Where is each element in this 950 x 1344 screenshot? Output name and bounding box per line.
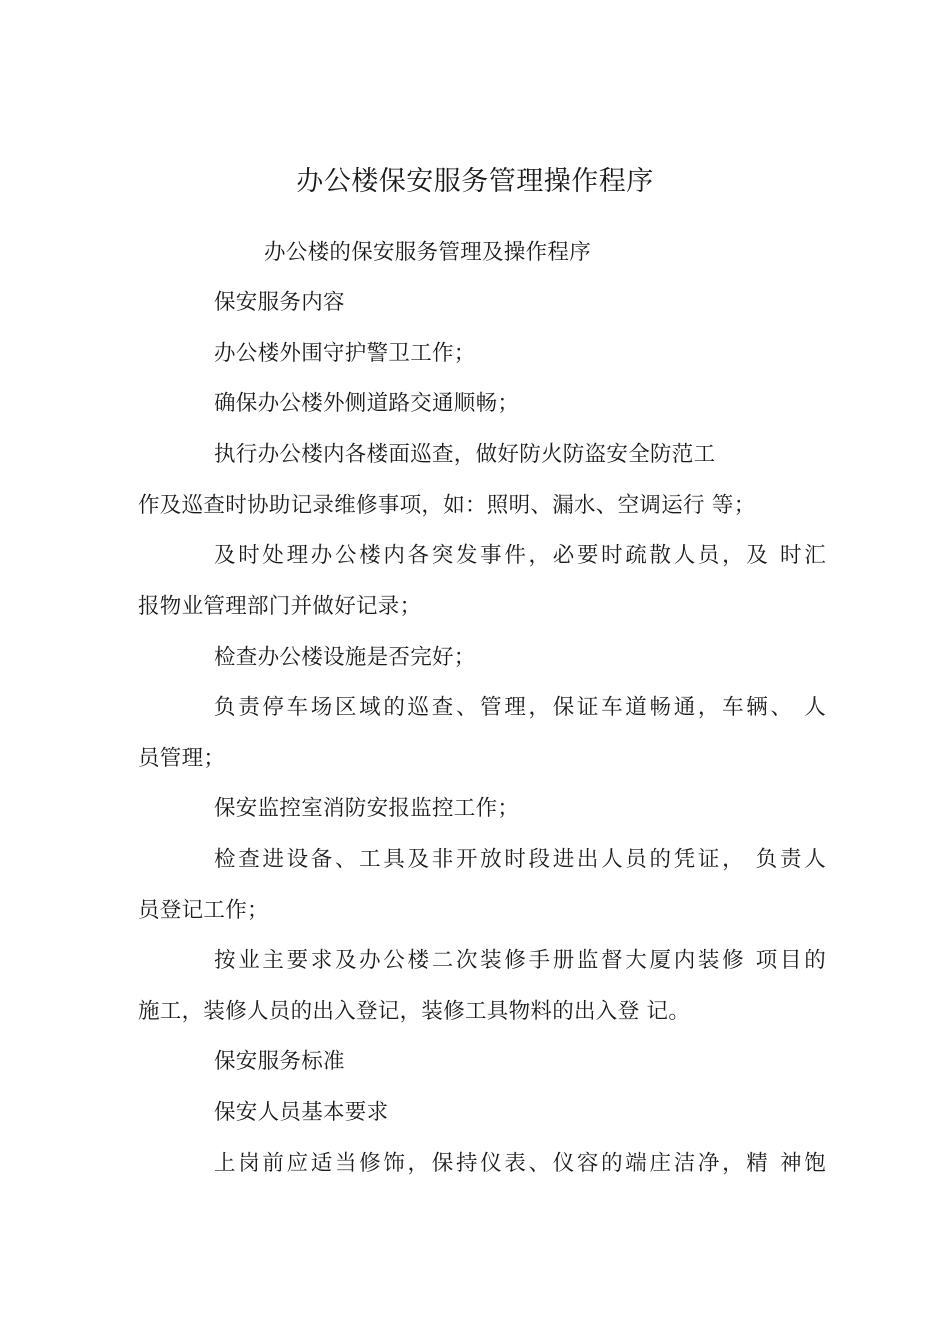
section-heading: 保安服务标准 bbox=[214, 1049, 345, 1074]
paragraph-line: 执行办公楼内各楼面巡查，做好防火防盗安全防范工 bbox=[214, 442, 716, 467]
paragraph-line: 按业主要求及办公楼二次装修手册监督大厦内装修 项目的 bbox=[214, 948, 826, 973]
paragraph-line: 确保办公楼外侧道路交通顺畅； bbox=[214, 391, 520, 416]
paragraph-line: 报物业管理部门并做好记录； bbox=[138, 594, 422, 619]
section-heading: 保安服务内容 bbox=[214, 290, 345, 315]
paragraph-line: 检查进设备、工具及非开放时段进出人员的凭证， 负责人 bbox=[214, 847, 826, 872]
paragraph-line: 员管理； bbox=[138, 746, 226, 771]
paragraph-line: 保安监控室消防安报监控工作； bbox=[214, 796, 520, 821]
paragraph-line: 上岗前应适当修饰，保持仪表、仪容的端庄洁净，精 神饱 bbox=[214, 1151, 826, 1176]
paragraph-line: 办公楼外围守护警卫工作； bbox=[214, 341, 476, 366]
subtitle-line: 办公楼的保安服务管理及操作程序 bbox=[264, 240, 592, 265]
paragraph-line: 施工，装修人员的出入登记，装修工具物料的出入登 记。 bbox=[138, 999, 691, 1024]
section-heading: 保安人员基本要求 bbox=[214, 1100, 389, 1125]
paragraph-line: 员登记工作； bbox=[138, 898, 269, 923]
paragraph-line: 作及巡查时协助记录维修事项，如：照明、漏水、空调运行 等； bbox=[138, 493, 756, 518]
document-title: 办公楼保安服务管理操作程序 bbox=[296, 166, 654, 197]
paragraph-line: 及时处理办公楼内各突发事件，必要时疏散人员，及 时汇 bbox=[214, 543, 826, 568]
paragraph-line: 负责停车场区域的巡查、管理，保证车道畅通，车辆、 人 bbox=[214, 695, 826, 720]
paragraph-line: 检查办公楼设施是否完好； bbox=[214, 645, 476, 670]
